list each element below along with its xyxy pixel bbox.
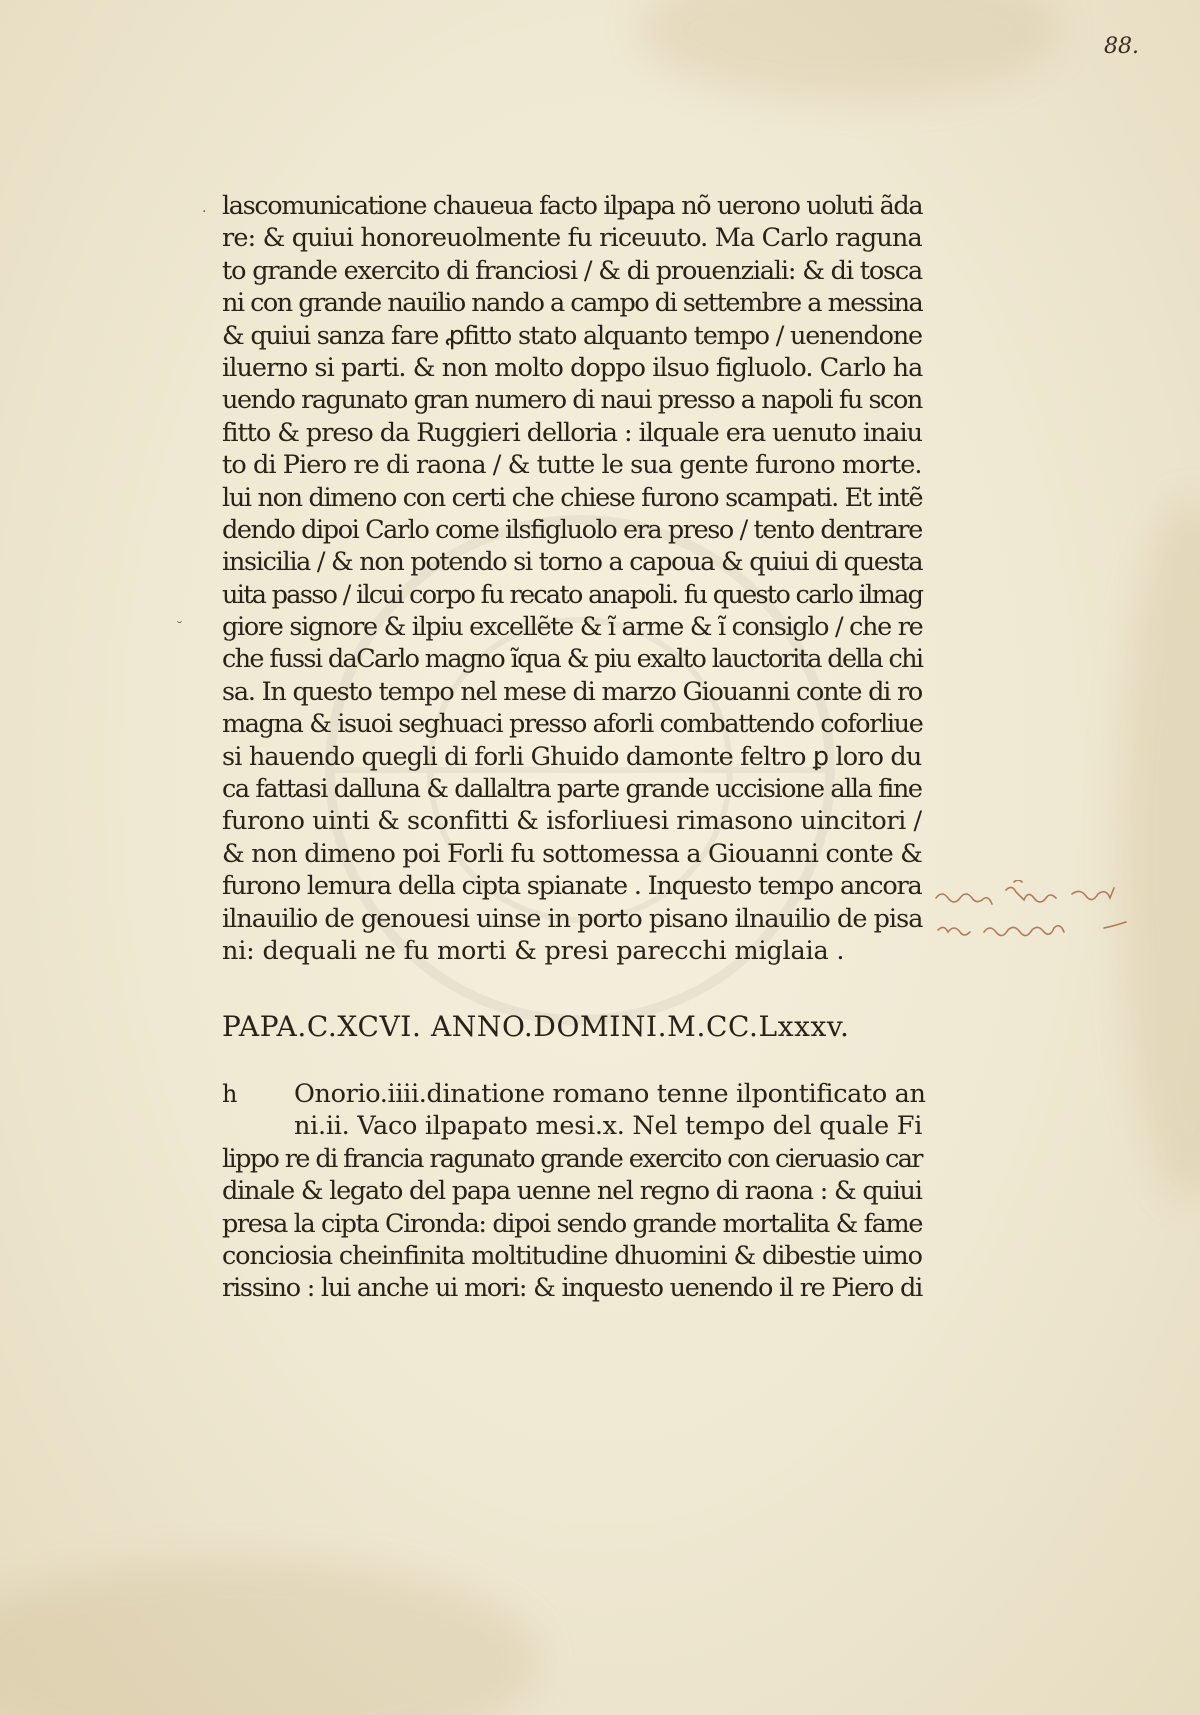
text-line [222,1078,926,1110]
main-text-block [222,190,922,967]
text-line: magna & isuoi seghuaci presso aforli combattendo coforliue [222,709,923,740]
text-line: uita passo / ilcui corpo fu recato anapoli. fu questo carlo ilmag [222,579,923,610]
text-line: ni.ii. Vaco ilpapato mesi.x. Nel tempo del quale Fi [294,1111,923,1142]
text-line: insicilia / & non potendo si torno a capoua & quiui di questa [222,547,923,578]
text-line: dinale & legato del papa uenne nel regno di raona : & quiui [222,1176,922,1207]
text-line: conciosia cheinfinita moltitudine dhuomini & dibestie uimo [222,1240,922,1271]
text-line-content: Onorio.iiii.dinatione romano tenne ilpontificato an [294,1079,926,1109]
text-line: ilnauilio de genouesi uinse in porto pisano ilnauilio de pisa [222,903,923,934]
text-line: presa la cipta Cironda: dipoi sendo grande mortalita & fame [222,1208,923,1239]
text-line: & non dimeno poi Forli fu sottomessa a Giouanni conte & [222,838,923,869]
text-line: iluerno si parti. & non molto doppo ilsuo figluolo. Carlo ha [222,352,923,383]
text-line: si hauendo quegli di forli Ghuido damonte feltro ꝑ loro du [222,741,922,772]
text-line: to grande exercito di franciosi / & di prouenziali: & di tosca [222,255,923,286]
paper-stain-right [1120,500,1200,1200]
text-line: sa. In questo tempo nel mese di marzo Giouanni conte di ro [222,676,923,707]
text-line: fitto & preso da Ruggieri delloria : ilquale era uenuto inaiu [222,417,922,448]
text-line: rissino : lui anche ui mori: & inquesto uenendo il re Piero di [222,1273,923,1304]
text-line: lui non dimeno con certi che chiese furono scampati. Et intẽ [222,482,923,513]
folio-number: 88. [1104,34,1139,59]
text-line: ca fattasi dalluna & dallaltra parte grande uccisione alla fine [222,774,922,805]
margin-dot: · [202,204,207,220]
paper-stain-bottom [0,1560,540,1715]
text-line: re: & quiui honoreuolmente fu riceuuto. Ma Carlo raguna [222,223,922,254]
marginal-handwritten-note [932,880,1182,950]
text-line: to di Piero re di raona / & tutte le sua gente furono morte. [222,450,922,481]
text-line: lascomunicatione chaueua facto ilpapa nõ uerono uoluti ãda [222,191,923,221]
text-line: lippo re di francia ragunato grande exercito con cieruasio car [222,1143,922,1174]
section-text-block [222,1078,926,1305]
text-line: dendo dipoi Carlo come ilsfigluolo era preso / tento dentrare [222,514,922,545]
text-line: che fussi daCarlo magno ĩqua & piu exalto lauctorita della chi [222,644,923,675]
paper-stain-top [640,0,1060,100]
text-line: giore signore & ilpiu excellẽte & ĩ arme & ĩ consiglo / che re [222,612,923,643]
initial-guide-letter: h [222,1080,238,1108]
text-line: ni con grande nauilio nando a campo di settembre a messina [222,288,923,319]
text-line: furono uinti & sconfitti & isforliuesi rimasono uincitori / [222,806,922,837]
text-line: furono lemura della cipta spianate . Inquesto tempo ancora [222,871,922,902]
margin-tick: ˘ [176,620,183,636]
chapter-heading: PAPA.C.XCVI. ANNO.DOMINI.M.CC.Lxxxv. [222,1010,850,1043]
text-line: & quiui sanza fare ꝓfitto stato alquanto tempo / uenendone [222,320,922,351]
text-line: uendo ragunato gran numero di naui presso a napoli fu scon [222,385,922,416]
text-line: ni: dequali ne fu morti & presi parecchi miglaia . [222,935,845,966]
